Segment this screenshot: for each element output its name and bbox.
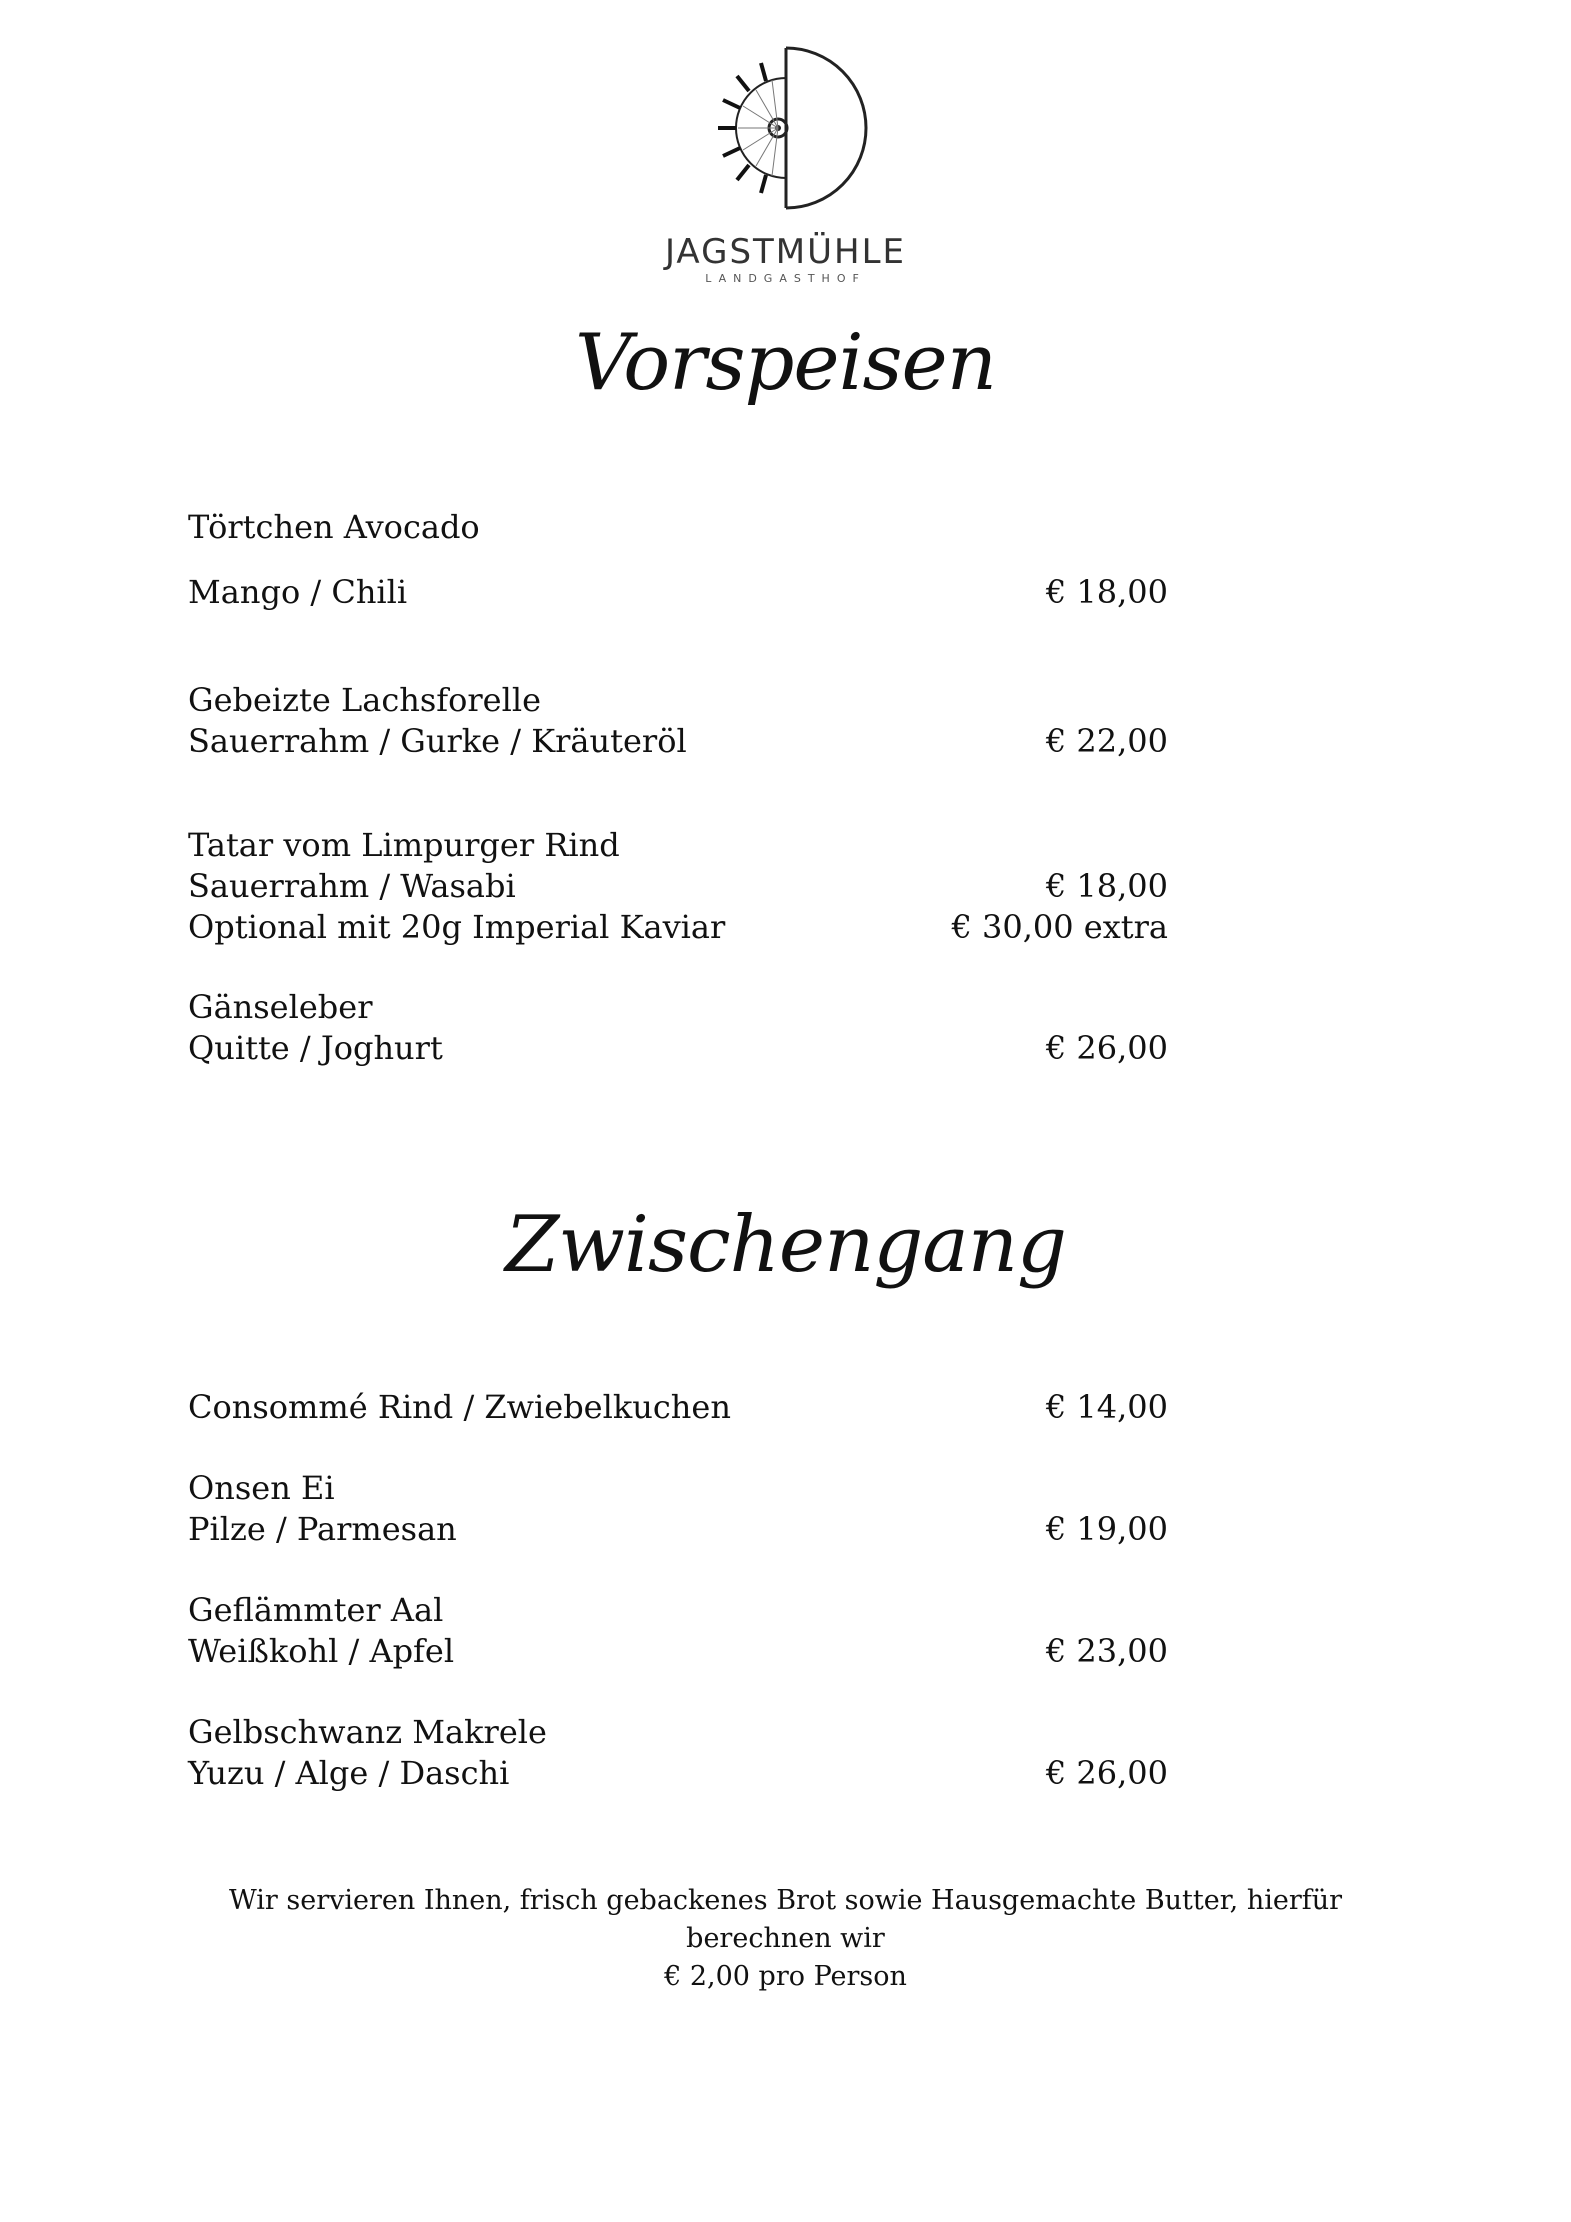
item-name: Törtchen Avocado [188, 508, 480, 546]
menu-item [188, 507, 1168, 613]
item-name: Gebeizte Lachsforelle [188, 681, 542, 719]
item-name: Gänseleber [188, 988, 373, 1026]
item-description: Weißkohl / Apfel [188, 1632, 455, 1670]
item-name: Gelbschwanz Makrele [188, 1713, 547, 1751]
item-price: € 30,00 extra [951, 908, 1168, 946]
item-price: € 26,00 [1045, 1029, 1168, 1067]
menu-item [188, 825, 1168, 948]
item-price: € 23,00 [1045, 1632, 1168, 1670]
item-description: Sauerrahm / Gurke / Kräuteröl [188, 722, 687, 760]
item-price: € 18,00 [1045, 867, 1168, 905]
item-name: Geflämmter Aal [188, 1591, 444, 1629]
footer-line-1: Wir servieren Ihnen, frisch gebackenes Brot sowie Hausgemachte Butter, hierfür berechnen wir [228, 1885, 1343, 1954]
item-description: Pilze / Parmesan [188, 1510, 457, 1548]
item-description: Mango / Chili [188, 573, 408, 611]
item-description: Optional mit 20g Imperial Kaviar [188, 908, 726, 946]
item-name: Tatar vom Limpurger Rind [188, 826, 620, 864]
item-price: € 22,00 [1045, 722, 1168, 760]
brand-subtitle: LANDGASTHOF [705, 272, 866, 285]
item-price: € 18,00 [1045, 573, 1168, 611]
menu-item [188, 680, 1168, 762]
mill-wheel-icon [696, 38, 876, 218]
menu-item [188, 1712, 1168, 1794]
footer-note [160, 1882, 1411, 1996]
item-price: € 14,00 [1045, 1388, 1168, 1426]
footer-line-2: € 2,00 pro Person [664, 1961, 907, 1992]
item-name: Consommé Rind / Zwiebelkuchen [188, 1388, 731, 1426]
menu-item [188, 987, 1168, 1069]
menu-item [188, 1468, 1168, 1550]
section-title-vorspeisen: Vorspeisen [575, 318, 996, 408]
menu-item [188, 1387, 1168, 1428]
item-price: € 19,00 [1045, 1510, 1168, 1548]
brand-name: JAGSTMÜHLE [665, 232, 906, 272]
item-description: Yuzu / Alge / Daschi [188, 1754, 510, 1792]
item-description: Quitte / Joghurt [188, 1029, 443, 1067]
item-name: Onsen Ei [188, 1469, 335, 1507]
item-description: Sauerrahm / Wasabi [188, 867, 516, 905]
section-title-zwischengang: Zwischengang [505, 1200, 1066, 1290]
menu-item [188, 1590, 1168, 1672]
item-price: € 26,00 [1045, 1754, 1168, 1792]
